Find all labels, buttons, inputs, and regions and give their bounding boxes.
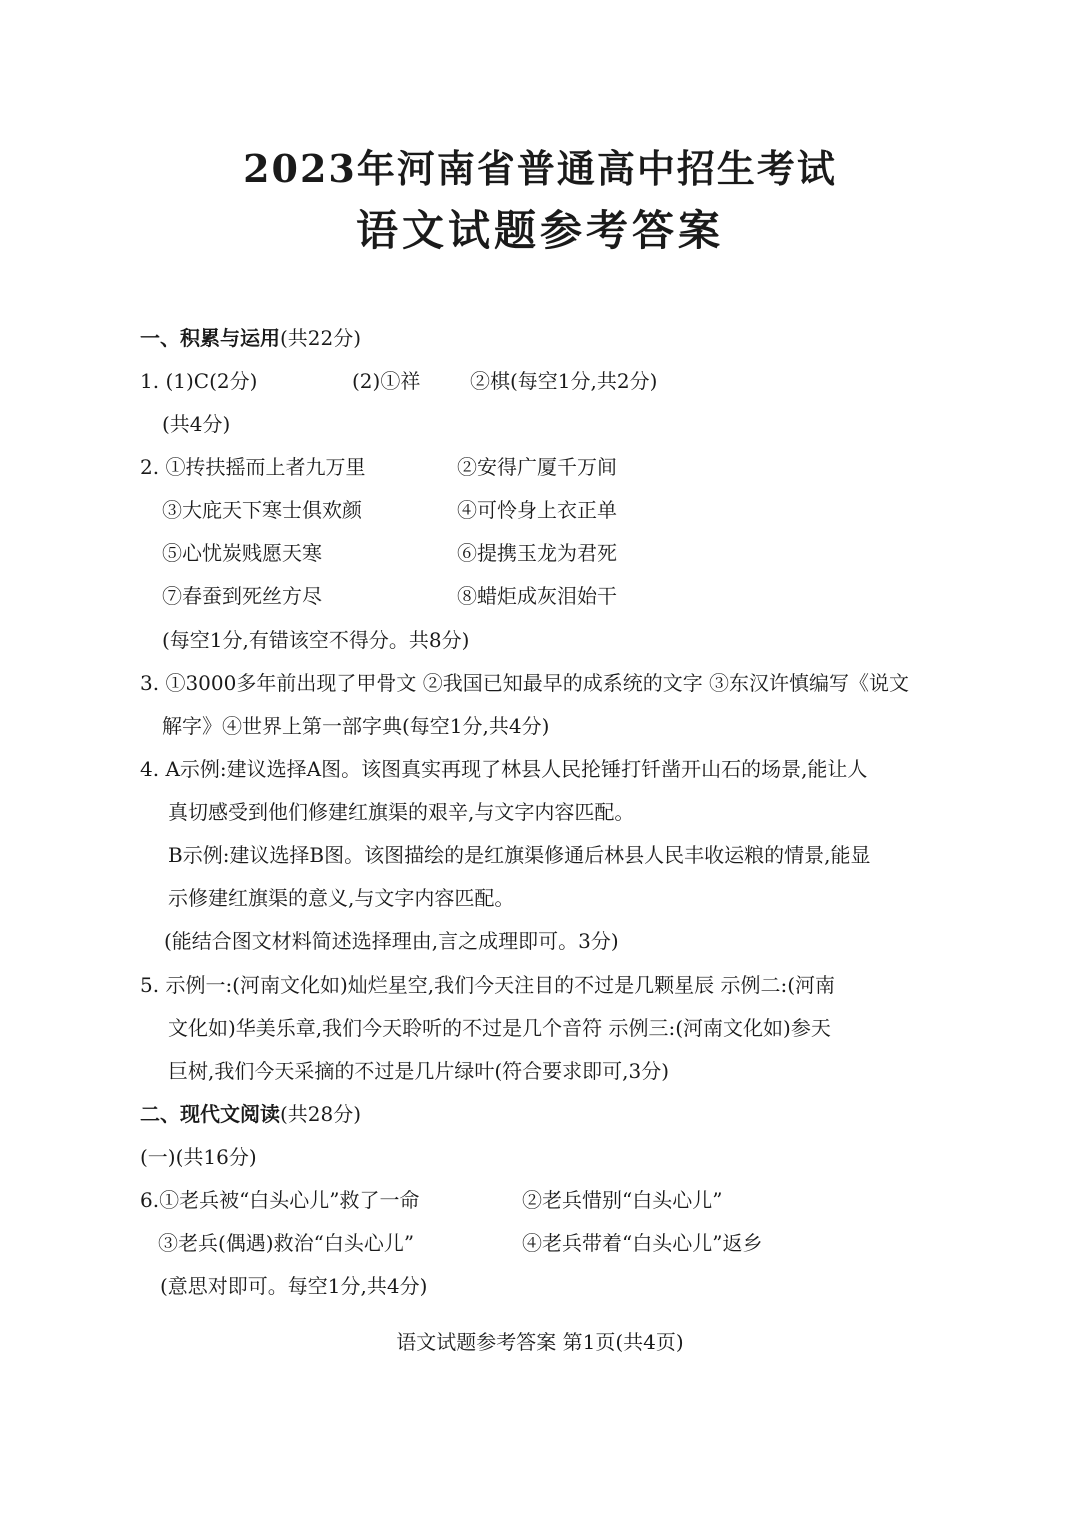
q3-line-1: 3. ①3000多年前出现了甲骨文 ②我国已知最早的成系统的文字 ③东汉许慎编写《说文 [140, 671, 910, 695]
section-score: (共22分) [280, 326, 362, 350]
q2-answer-8: ⑧蜡炬成灰泪始干 [457, 584, 617, 608]
part-heading: (一)(共16分) [140, 1145, 257, 1169]
q2-answer-3: ③大庇天下寒士俱欢颜 [162, 498, 362, 522]
q6-answer-4: ④老兵带着“白头心儿”返乡 [522, 1231, 763, 1255]
q3-line-2: 解字》④世界上第一部字典(每空1分,共4分) [162, 714, 550, 738]
q4-note: (能结合图文材料简述选择理由,言之成理即可。3分) [164, 929, 619, 953]
q5-line-1: 5. 示例一:(河南文化如)灿烂星空,我们今天注目的不过是几颗星辰 示例二:(河南 [140, 973, 836, 997]
page-footer: 语文试题参考答案 第1页(共4页) [396, 1330, 684, 1354]
q4-line-3: B示例:建议选择B图。该图描绘的是红旗渠修通后林县人民丰收运粮的情景,能显 [168, 843, 871, 867]
q1-part2: (2)①祥 [352, 369, 421, 393]
q2-answer-2: ②安得广厦千万间 [457, 455, 617, 479]
q6-answer-1: 6.①老兵被“白头心儿”救了一命 [140, 1188, 420, 1212]
q2-answer-7: ⑦春蚕到死丝方尽 [162, 584, 322, 608]
q4-line-4: 示修建红旗渠的意义,与文字内容匹配。 [168, 886, 515, 910]
q6-note: (意思对即可。每空1分,共4分) [160, 1274, 428, 1298]
q2-answer-5: ⑤心忧炭贱愿天寒 [162, 541, 322, 565]
document-title: 2023年河南省普通高中招生考试 [243, 146, 837, 191]
section-title: 一、积累与运用 [140, 326, 280, 350]
q2-answer-6: ⑥提携玉龙为君死 [457, 541, 617, 565]
section-heading [140, 1100, 361, 1128]
q1-part1: 1. (1)C(2分) [140, 369, 258, 393]
q4-line-2: 真切感受到他们修建红旗渠的艰辛,与文字内容匹配。 [168, 800, 635, 824]
q4-line-1: 4. A示例:建议选择A图。该图真实再现了林县人民抡锤打钎凿开山石的场景,能让人 [140, 757, 868, 781]
section-heading [140, 324, 361, 352]
section-title: 二、现代文阅读 [140, 1102, 280, 1126]
q2-note: (每空1分,有错该空不得分。共8分) [162, 628, 470, 652]
document-subtitle: 语文试题参考答案 [355, 206, 724, 255]
q6-answer-2: ②老兵惜别“白头心儿” [522, 1188, 723, 1212]
q2-answer-1: 2. ①抟扶摇而上者九万里 [140, 455, 366, 479]
q5-line-2: 文化如)华美乐章,我们今天聆听的不过是几个音符 示例三:(河南文化如)参天 [168, 1016, 831, 1040]
q2-answer-4: ④可怜身上衣正单 [457, 498, 617, 522]
q1-part3: ②棋(每空1分,共2分) [470, 369, 658, 393]
q1-total: (共4分) [162, 412, 231, 436]
q6-answer-3: ③老兵(偶遇)救治“白头心儿” [158, 1231, 415, 1255]
section-score: (共28分) [280, 1102, 362, 1126]
q5-line-3: 巨树,我们今天采摘的不过是几片绿叶(符合要求即可,3分) [168, 1059, 670, 1083]
